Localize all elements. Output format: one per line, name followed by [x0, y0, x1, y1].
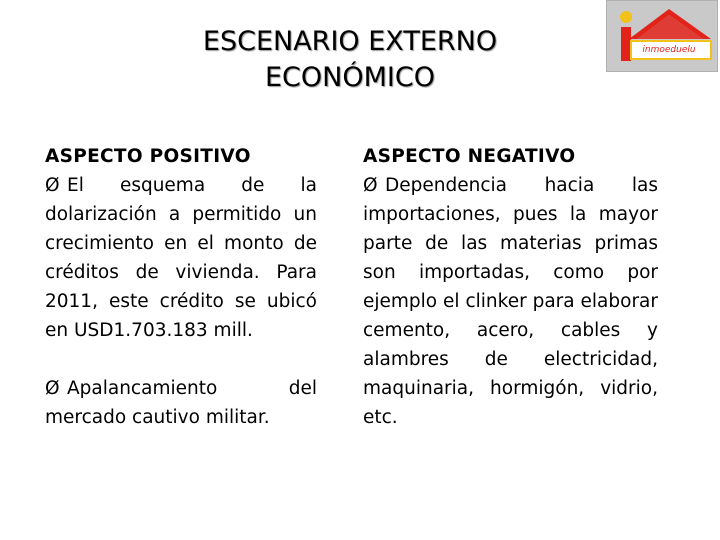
slide-title-line-1: ESCENARIO EXTERNO	[202, 26, 498, 57]
slide-title	[130, 24, 570, 96]
negative-bullet-1-text: Dependencia hacia las importaciones, pues la mayor parte de las materias primas son importadas, como por ejemplo el clinker para elaborar cemento, acero, cables y alambres de electricidad, maquinaria, hormigón, vidrio, etc.	[363, 175, 658, 428]
negative-heading: ASPECTO NEGATIVO	[363, 146, 576, 167]
positive-bullet-2	[45, 374, 317, 432]
negative-bullet-1	[363, 171, 658, 432]
arrow-bullet-icon: Ø	[45, 175, 60, 196]
positive-bullet-2-text: Apalancamiento del mercado cautivo militar.	[45, 378, 317, 428]
company-logo	[606, 0, 718, 72]
positive-bullet-1	[45, 171, 317, 345]
positive-heading: ASPECTO POSITIVO	[45, 146, 251, 167]
positive-bullet-1-text: El esquema de la dolarización a permitido un crecimiento en el monto de créditos de vivienda. Para 2011, este crédito se ubicó en USD1.703.183 mill.	[45, 175, 317, 341]
logo-house-icon	[607, 1, 719, 73]
arrow-bullet-icon: Ø	[45, 378, 60, 399]
negative-aspects-column	[363, 142, 658, 432]
positive-aspects-column	[45, 142, 317, 432]
slide-title-line-2: ECONÓMICO	[265, 62, 435, 93]
arrow-bullet-icon: Ø	[363, 175, 378, 196]
logo-wordmark: inmoeduelu	[642, 45, 696, 55]
